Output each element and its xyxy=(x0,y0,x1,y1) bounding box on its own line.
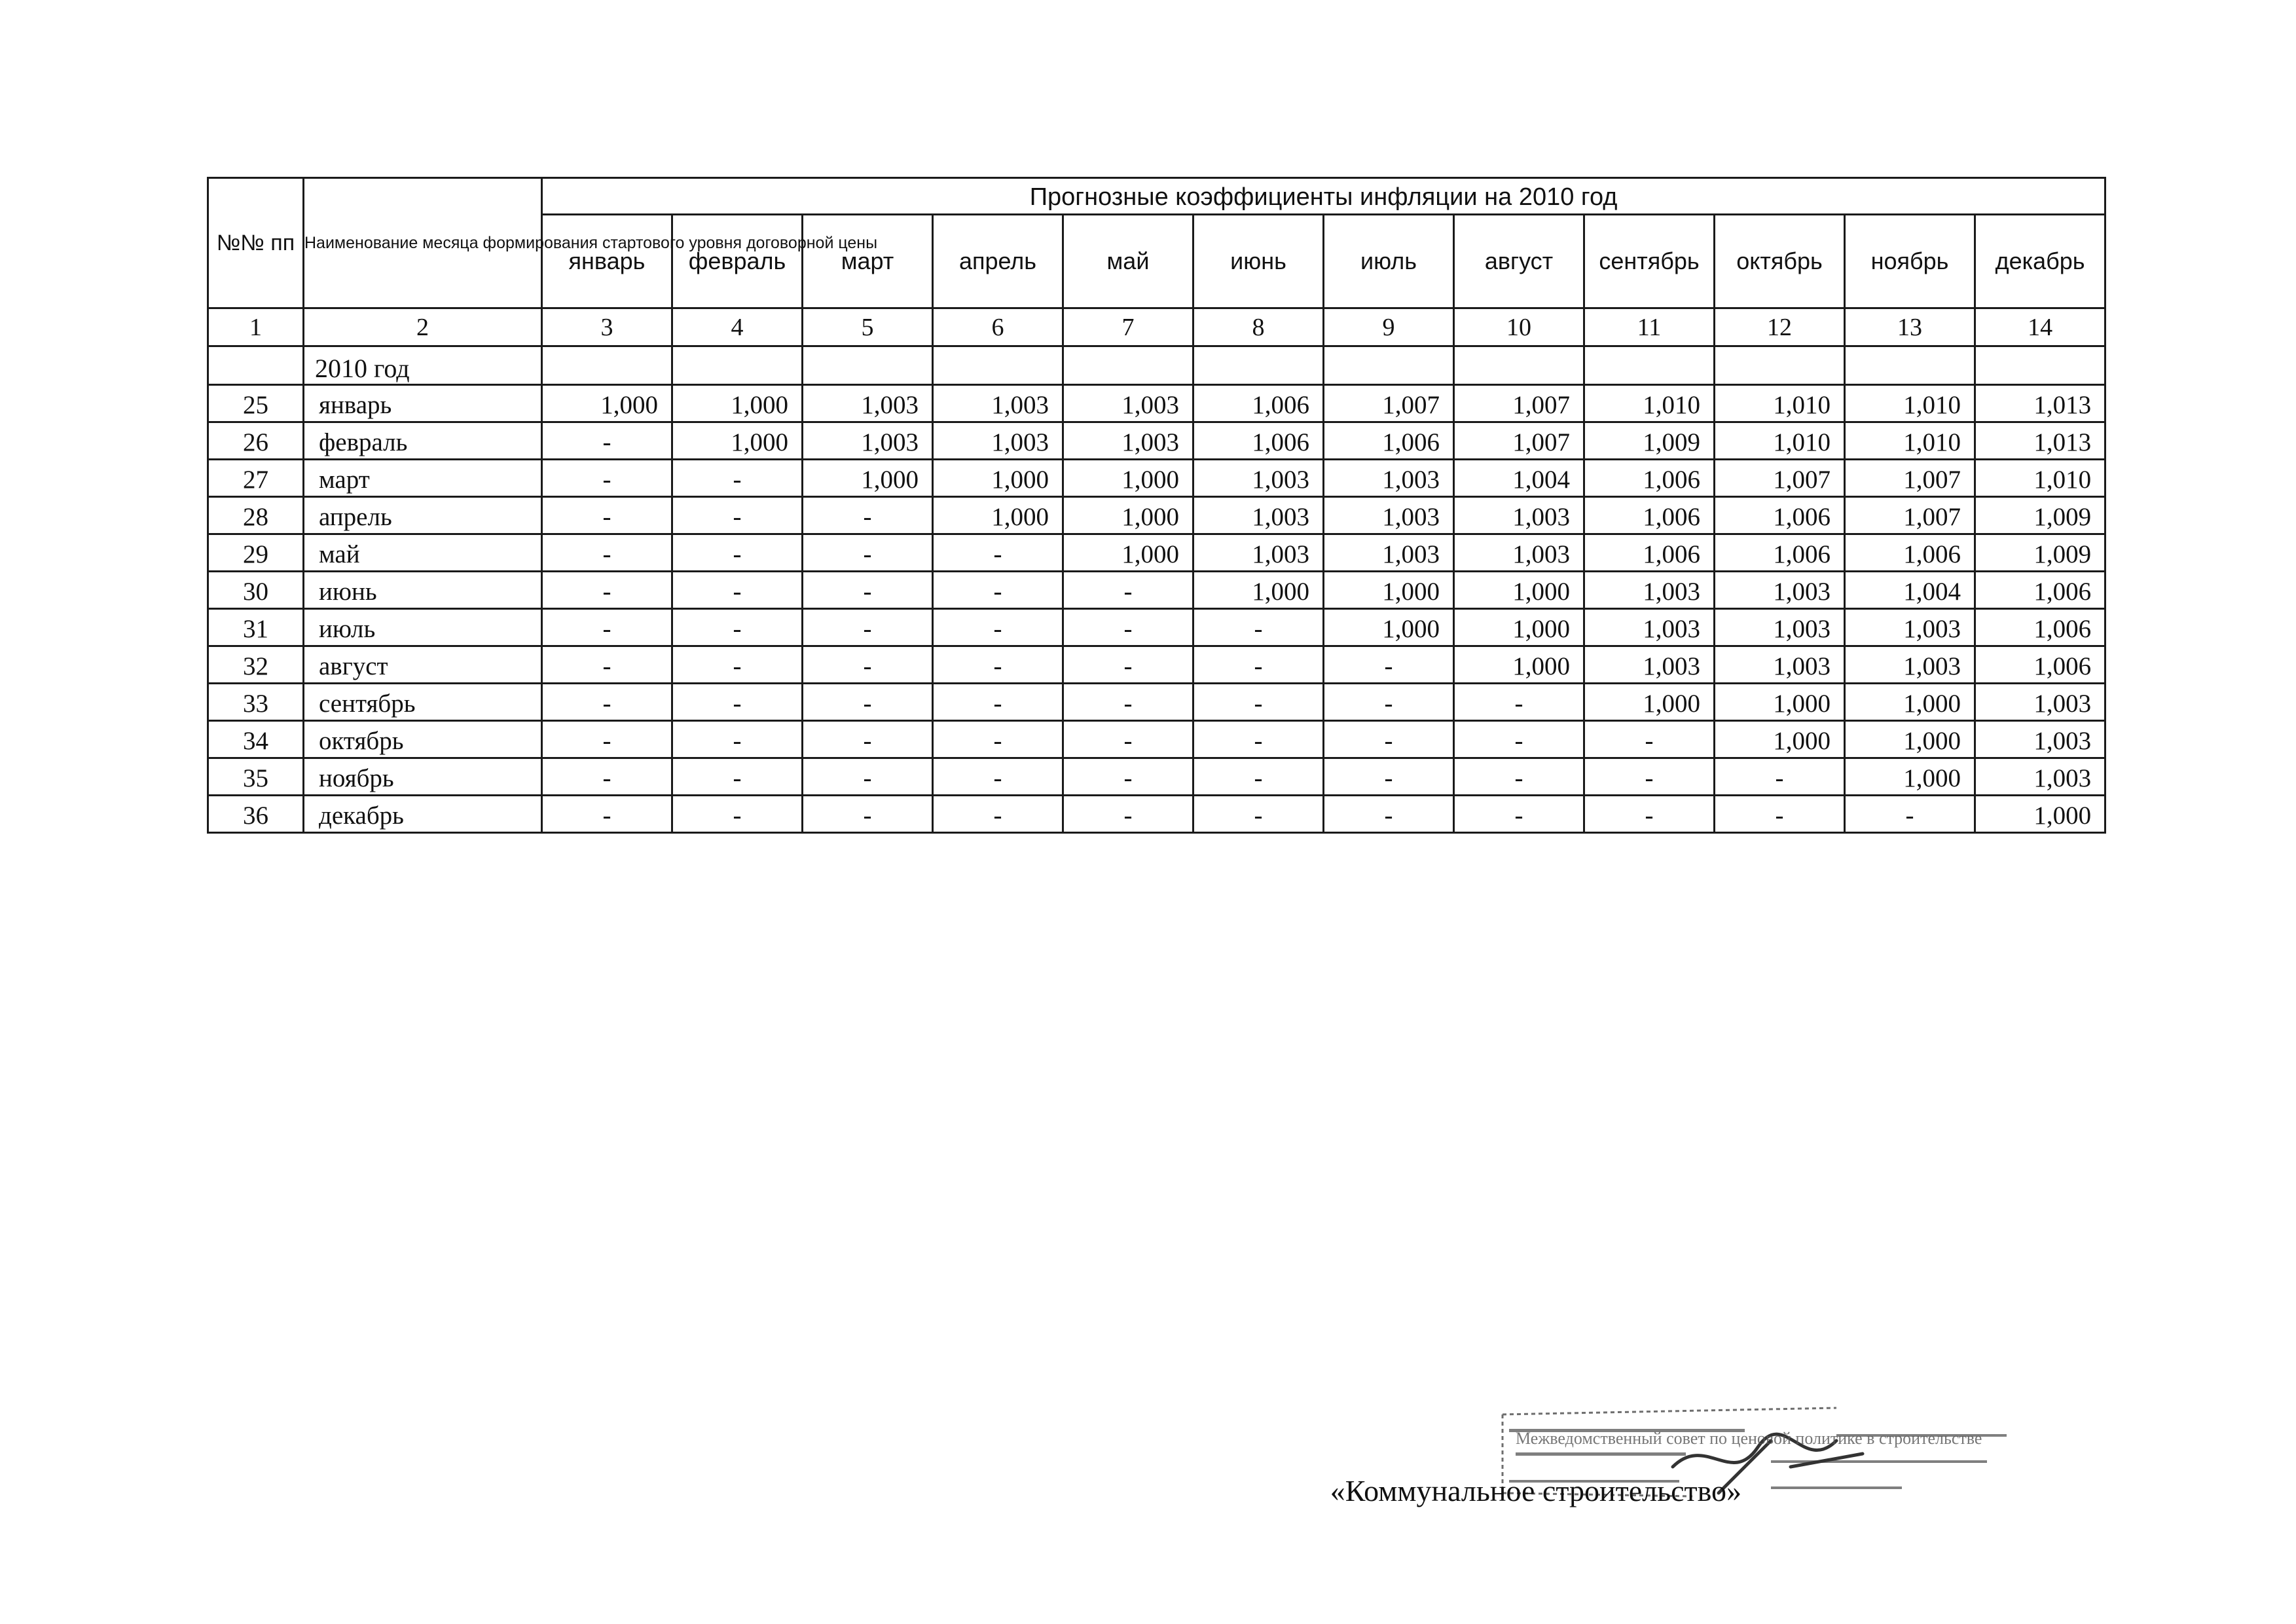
coefficient-cell: 1,000 xyxy=(1324,572,1454,609)
coefficient-cell: - xyxy=(933,572,1063,609)
coefficient-cell: 1,010 xyxy=(1584,385,1715,422)
column-index-13: 14 xyxy=(1975,308,2105,346)
coefficient-cell: 1,003 xyxy=(1715,572,1845,609)
coefficient-cell: - xyxy=(1063,572,1194,609)
column-index-8: 9 xyxy=(1324,308,1454,346)
coefficient-cell: 1,009 xyxy=(1975,497,2105,534)
coefficient-cell: - xyxy=(672,684,803,721)
coefficient-cell: 1,003 xyxy=(1063,385,1194,422)
coefficient-cell: 1,009 xyxy=(1584,422,1715,460)
table-row xyxy=(208,684,2105,721)
row-month-name: апрель xyxy=(304,497,542,534)
header-month-6: июль xyxy=(1324,214,1454,308)
coefficient-cell: 1,007 xyxy=(1454,385,1584,422)
row-number: 33 xyxy=(208,684,304,721)
header-month-1: февраль xyxy=(672,214,803,308)
coefficient-cell: 1,000 xyxy=(1715,721,1845,758)
coefficient-cell: 1,010 xyxy=(1845,385,1975,422)
coefficient-cell: - xyxy=(1454,721,1584,758)
header-month-3: апрель xyxy=(933,214,1063,308)
coefficient-cell: 1,009 xyxy=(1975,534,2105,572)
coefficient-cell: 1,003 xyxy=(1845,609,1975,646)
row-month-name: октябрь xyxy=(304,721,542,758)
inflation-coefficients-table xyxy=(207,177,2106,834)
coefficient-cell: - xyxy=(1454,758,1584,796)
coefficient-cell: 1,006 xyxy=(1324,422,1454,460)
coefficient-cell: - xyxy=(1194,796,1324,833)
coefficient-cell: - xyxy=(1063,684,1194,721)
row-number: 30 xyxy=(208,572,304,609)
coefficient-cell: - xyxy=(672,758,803,796)
table-row xyxy=(208,534,2105,572)
row-number: 27 xyxy=(208,460,304,497)
coefficient-cell: - xyxy=(1324,758,1454,796)
coefficient-cell: - xyxy=(933,609,1063,646)
row-number: 36 xyxy=(208,796,304,833)
year-row-num-cell xyxy=(208,346,304,385)
coefficient-cell: - xyxy=(1715,758,1845,796)
coefficient-cell: - xyxy=(542,796,672,833)
coefficient-cell: - xyxy=(1454,684,1584,721)
row-number: 28 xyxy=(208,497,304,534)
coefficient-cell: 1,000 xyxy=(1845,721,1975,758)
row-month-name: январь xyxy=(304,385,542,422)
coefficient-cell: 1,010 xyxy=(1975,460,2105,497)
coefficient-cell: 1,000 xyxy=(672,385,803,422)
coefficient-cell: - xyxy=(1324,721,1454,758)
table-row xyxy=(208,646,2105,684)
column-index-0: 1 xyxy=(208,308,304,346)
column-index-6: 7 xyxy=(1063,308,1194,346)
row-month-name: сентябрь xyxy=(304,684,542,721)
coefficient-cell: - xyxy=(1194,646,1324,684)
year-label: 2010 год xyxy=(304,346,542,385)
row-number: 32 xyxy=(208,646,304,684)
coefficient-cell: 1,003 xyxy=(1324,460,1454,497)
column-index-5: 6 xyxy=(933,308,1063,346)
coefficient-cell: 1,000 xyxy=(672,422,803,460)
coefficient-cell: 1,010 xyxy=(1715,422,1845,460)
coefficient-cell: - xyxy=(1845,796,1975,833)
coefficient-cell: - xyxy=(1063,796,1194,833)
coefficient-cell: 1,003 xyxy=(1715,609,1845,646)
coefficient-cell: 1,004 xyxy=(1454,460,1584,497)
coefficient-cell: - xyxy=(803,646,933,684)
table-row xyxy=(208,422,2105,460)
coefficient-cell: - xyxy=(1063,721,1194,758)
coefficient-cell: - xyxy=(1194,684,1324,721)
column-index-12: 13 xyxy=(1845,308,1975,346)
table-row xyxy=(208,572,2105,609)
coefficient-cell: 1,000 xyxy=(933,497,1063,534)
coefficient-cell: 1,003 xyxy=(1584,646,1715,684)
coefficient-cell: 1,006 xyxy=(1975,646,2105,684)
table-row xyxy=(208,385,2105,422)
coefficient-cell: - xyxy=(1063,609,1194,646)
coefficient-cell: 1,006 xyxy=(1975,609,2105,646)
header-month-7: август xyxy=(1454,214,1584,308)
header-group-title: Прогнозные коэффициенты инфляции на 2010 год xyxy=(542,178,2105,215)
coefficient-cell: 1,006 xyxy=(1584,534,1715,572)
coefficient-cell: - xyxy=(1063,758,1194,796)
coefficient-cell: 1,007 xyxy=(1845,497,1975,534)
coefficient-cell: - xyxy=(803,758,933,796)
coefficient-cell: - xyxy=(803,796,933,833)
table-row xyxy=(208,497,2105,534)
coefficient-cell: - xyxy=(1454,796,1584,833)
coefficient-cell: - xyxy=(672,497,803,534)
coefficient-cell: 1,003 xyxy=(1584,609,1715,646)
coefficient-cell: 1,000 xyxy=(1715,684,1845,721)
header-month-9: октябрь xyxy=(1715,214,1845,308)
header-month-5: июнь xyxy=(1194,214,1324,308)
header-month-0: январь xyxy=(542,214,672,308)
coefficient-cell: - xyxy=(672,721,803,758)
coefficient-cell: 1,003 xyxy=(1845,646,1975,684)
coefficient-cell: 1,000 xyxy=(1454,609,1584,646)
header-month-name: Наименование месяца формирования стартового уровня договорной цены xyxy=(304,178,542,308)
coefficient-cell: - xyxy=(672,534,803,572)
row-month-name: март xyxy=(304,460,542,497)
coefficient-cell: - xyxy=(1194,721,1324,758)
coefficient-cell: 1,010 xyxy=(1715,385,1845,422)
coefficient-cell: 1,003 xyxy=(1324,534,1454,572)
coefficient-cell: - xyxy=(542,572,672,609)
coefficient-cell: 1,003 xyxy=(1194,534,1324,572)
table-row xyxy=(208,609,2105,646)
coefficient-cell: - xyxy=(803,534,933,572)
coefficient-cell: 1,003 xyxy=(1454,497,1584,534)
footer-organization-label: «Коммунальное строительство» xyxy=(1330,1474,1741,1507)
coefficient-cell: 1,007 xyxy=(1715,460,1845,497)
coefficient-cell: - xyxy=(1324,796,1454,833)
coefficient-cell: - xyxy=(542,684,672,721)
coefficient-cell: 1,004 xyxy=(1845,572,1975,609)
coefficient-cell: - xyxy=(542,460,672,497)
row-month-name: ноябрь xyxy=(304,758,542,796)
coefficient-cell: 1,000 xyxy=(1194,572,1324,609)
table-row xyxy=(208,460,2105,497)
coefficient-cell: 1,003 xyxy=(1975,721,2105,758)
coefficient-cell: 1,003 xyxy=(1194,460,1324,497)
coefficient-cell: 1,000 xyxy=(542,385,672,422)
coefficient-cell: 1,006 xyxy=(1194,385,1324,422)
column-index-2: 3 xyxy=(542,308,672,346)
coefficient-cell: - xyxy=(1194,758,1324,796)
coefficient-cell: 1,007 xyxy=(1324,385,1454,422)
coefficient-cell: - xyxy=(933,534,1063,572)
coefficient-cell: 1,003 xyxy=(933,422,1063,460)
coefficient-cell: - xyxy=(672,572,803,609)
coefficient-cell: 1,010 xyxy=(1845,422,1975,460)
column-index-10: 11 xyxy=(1584,308,1715,346)
header-number: №№ пп xyxy=(208,178,304,308)
column-index-row xyxy=(208,308,2105,346)
coefficient-cell: - xyxy=(933,796,1063,833)
row-number: 31 xyxy=(208,609,304,646)
coefficient-cell: - xyxy=(672,460,803,497)
coefficient-cell: - xyxy=(542,646,672,684)
coefficient-cell: - xyxy=(542,497,672,534)
coefficient-cell: 1,000 xyxy=(1845,684,1975,721)
coefficient-cell: 1,000 xyxy=(933,460,1063,497)
coefficient-cell: 1,003 xyxy=(933,385,1063,422)
coefficient-cell: 1,000 xyxy=(803,460,933,497)
coefficient-cell: 1,006 xyxy=(1194,422,1324,460)
coefficient-cell: - xyxy=(933,646,1063,684)
row-month-name: февраль xyxy=(304,422,542,460)
coefficient-cell: 1,007 xyxy=(1845,460,1975,497)
coefficient-cell: - xyxy=(1324,646,1454,684)
coefficient-cell: 1,000 xyxy=(1063,534,1194,572)
coefficient-cell: - xyxy=(542,758,672,796)
coefficient-cell: 1,006 xyxy=(1715,534,1845,572)
stamp-text: Межведомственный совет по ценовой политике в строительстве xyxy=(1516,1429,1982,1448)
row-number: 29 xyxy=(208,534,304,572)
coefficient-cell: 1,000 xyxy=(1845,758,1975,796)
coefficient-cell: 1,003 xyxy=(803,422,933,460)
coefficient-cell: 1,000 xyxy=(1324,609,1454,646)
coefficient-cell: - xyxy=(803,721,933,758)
coefficient-cell: - xyxy=(933,684,1063,721)
column-index-1: 2 xyxy=(304,308,542,346)
row-month-name: июнь xyxy=(304,572,542,609)
coefficient-cell: - xyxy=(542,534,672,572)
coefficient-cell: - xyxy=(1584,758,1715,796)
coefficient-cell: 1,003 xyxy=(1584,572,1715,609)
coefficient-cell: 1,006 xyxy=(1845,534,1975,572)
coefficient-cell: 1,013 xyxy=(1975,385,2105,422)
coefficient-cell: 1,000 xyxy=(1975,796,2105,833)
coefficient-cell: 1,013 xyxy=(1975,422,2105,460)
row-month-name: май xyxy=(304,534,542,572)
coefficient-cell: - xyxy=(672,609,803,646)
coefficient-cell: - xyxy=(803,684,933,721)
coefficient-cell: 1,003 xyxy=(803,385,933,422)
row-number: 26 xyxy=(208,422,304,460)
table-row xyxy=(208,721,2105,758)
coefficient-cell: - xyxy=(933,758,1063,796)
coefficient-cell: 1,000 xyxy=(1454,646,1584,684)
coefficient-cell: - xyxy=(803,572,933,609)
row-number: 34 xyxy=(208,721,304,758)
column-index-11: 12 xyxy=(1715,308,1845,346)
coefficient-cell: - xyxy=(1194,609,1324,646)
coefficient-cell: 1,006 xyxy=(1584,497,1715,534)
coefficient-cell: - xyxy=(542,609,672,646)
coefficient-cell: 1,003 xyxy=(1194,497,1324,534)
year-row xyxy=(208,346,2105,385)
coefficient-cell: - xyxy=(803,497,933,534)
header-month-2: март xyxy=(803,214,933,308)
coefficient-cell: 1,006 xyxy=(1715,497,1845,534)
row-number: 35 xyxy=(208,758,304,796)
coefficient-cell: - xyxy=(933,721,1063,758)
header-month-10: ноябрь xyxy=(1845,214,1975,308)
coefficient-cell: 1,000 xyxy=(1063,497,1194,534)
header-month-11: декабрь xyxy=(1975,214,2105,308)
header-month-8: сентябрь xyxy=(1584,214,1715,308)
coefficient-cell: 1,003 xyxy=(1975,684,2105,721)
header-month-4: май xyxy=(1063,214,1194,308)
coefficient-cell: 1,000 xyxy=(1063,460,1194,497)
coefficient-cell: 1,003 xyxy=(1324,497,1454,534)
coefficient-cell: 1,006 xyxy=(1584,460,1715,497)
coefficient-cell: - xyxy=(542,422,672,460)
column-index-9: 10 xyxy=(1454,308,1584,346)
coefficient-cell: - xyxy=(672,796,803,833)
row-month-name: декабрь xyxy=(304,796,542,833)
row-number: 25 xyxy=(208,385,304,422)
table-row xyxy=(208,796,2105,833)
coefficient-cell: - xyxy=(542,721,672,758)
coefficient-cell: 1,003 xyxy=(1454,534,1584,572)
coefficient-cell: 1,007 xyxy=(1454,422,1584,460)
coefficient-cell: 1,000 xyxy=(1584,684,1715,721)
coefficient-cell: - xyxy=(672,646,803,684)
column-index-7: 8 xyxy=(1194,308,1324,346)
row-month-name: июль xyxy=(304,609,542,646)
coefficient-cell: 1,003 xyxy=(1975,758,2105,796)
coefficient-cell: 1,003 xyxy=(1063,422,1194,460)
coefficient-cell: - xyxy=(1063,646,1194,684)
coefficient-cell: - xyxy=(1324,684,1454,721)
coefficient-cell: 1,003 xyxy=(1715,646,1845,684)
column-index-4: 5 xyxy=(803,308,933,346)
table-row xyxy=(208,758,2105,796)
coefficient-cell: - xyxy=(1715,796,1845,833)
coefficient-cell: - xyxy=(1584,796,1715,833)
row-month-name: август xyxy=(304,646,542,684)
coefficient-cell: - xyxy=(1584,721,1715,758)
coefficient-cell: - xyxy=(803,609,933,646)
column-index-3: 4 xyxy=(672,308,803,346)
coefficient-cell: 1,006 xyxy=(1975,572,2105,609)
coefficient-cell: 1,000 xyxy=(1454,572,1584,609)
